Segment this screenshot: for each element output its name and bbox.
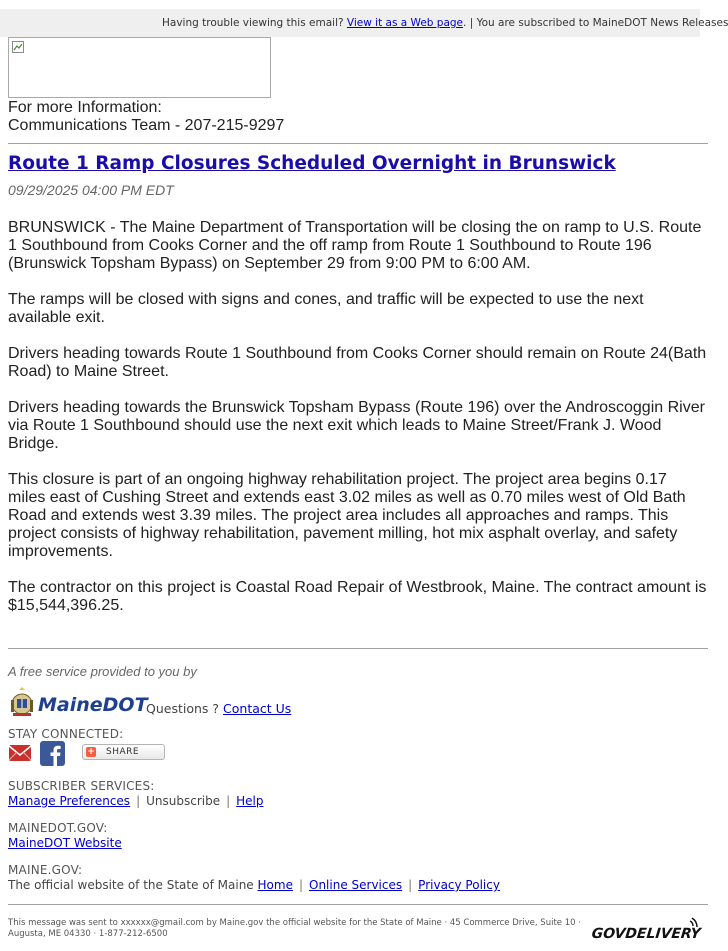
article-paragraph: Drivers heading towards the Brunswick Topsham Bypass (Route 196) over the Androscoggin River via Route 1 Southbound should use the next exit which leads to Maine Street/Frank J. Wood Bridge.: [8, 399, 705, 452]
separator: |: [408, 878, 413, 892]
help-link[interactable]: Help: [236, 794, 264, 808]
article-paragraph: BRUNSWICK - The Maine Department of Transportation will be closing the on ramp to U.S. Route 1 Southbound from Cooks Corner and the off ramp from Route 1 Southbound to Route 196 (Brunswick Topsham Bypass) on September 29 from 9:00 PM to 6:00 AM.: [8, 219, 702, 272]
article-paragraph: Drivers heading towards Route 1 Southbound from Cooks Corner should remain on Route 24(Bath Road) to Maine Street.: [8, 345, 707, 380]
unsubscribe-text[interactable]: Unsubscribe: [146, 794, 221, 808]
article-title-link[interactable]: Route 1 Ramp Closures Scheduled Overnight in Brunswick: [8, 153, 616, 174]
mainedot-gov-links: [8, 836, 122, 850]
subscribed-text: | You are subscribed to MaineDOT News Releases: [466, 17, 728, 29]
share-button[interactable]: [82, 744, 165, 760]
questions-label: Questions ?: [146, 701, 224, 716]
maine-seal-icon: [8, 686, 148, 720]
header-text: [162, 17, 728, 29]
mainedot-logo-text: MaineDOT: [38, 694, 148, 716]
article-paragraph: The contractor on this project is Coastal Road Repair of Westbrook, Maine. The contract amount is $15,544,396.25.: [8, 579, 707, 614]
separator: |: [298, 878, 303, 892]
mainedot-logo[interactable]: [8, 686, 148, 720]
online-services-link[interactable]: Online Services: [309, 878, 403, 892]
subscriber-services-label: SUBSCRIBER SERVICES:: [8, 779, 155, 793]
free-service-note: A free service provided to you by: [8, 664, 197, 679]
subscriber-services-links: [8, 794, 264, 808]
header-image: [8, 37, 271, 98]
article-date: 09/29/2025 04:00 PM EDT: [8, 182, 174, 198]
govdelivery-text: GOVDELIVERY: [590, 926, 702, 942]
contact-us-link[interactable]: Contact Us: [223, 701, 292, 716]
manage-preferences-link[interactable]: Manage Preferences: [8, 794, 131, 808]
divider: [8, 143, 708, 144]
view-as-webpage-link[interactable]: View it as a Web page: [346, 17, 464, 29]
mainedot-website-link[interactable]: MaineDOT Website: [8, 836, 122, 850]
legal-footer: This message was sent to xxxxxx@gmail.com by Maine.gov the official website for the State of Maine · 45 Commerce Drive, Suite 10 · Augusta, ME 04330 · 1-877-212-6500: [8, 918, 581, 939]
plus-icon: +: [87, 747, 95, 757]
questions-line: [146, 701, 291, 716]
article-paragraph: This closure is part of an ongoing highway rehabilitation project. The project area begins 0.17 miles east of Cushing Street and extends east 3.02 miles as well as 0.70 miles west of Old Bath Road and extends west 3.39 miles. The project area includes all approaches and ramps. This project consists of highway rehabilitation, pavement milling, hot mix asphalt overlay, and safety improvements.: [8, 471, 686, 560]
separator: |: [226, 794, 231, 808]
privacy-policy-link[interactable]: Privacy Policy: [418, 878, 500, 892]
govdelivery-logo[interactable]: [592, 912, 700, 946]
email-icon[interactable]: [8, 741, 32, 765]
communications-team: Communications Team - 207-215-9297: [8, 117, 285, 134]
separator: |: [136, 794, 141, 808]
period-text: .: [463, 17, 467, 29]
trouble-viewing-text: Having trouble viewing this email?: [162, 17, 347, 29]
official-website-text: The official website of the State of Maine: [8, 878, 258, 892]
contact-info: [8, 99, 284, 135]
stay-connected-label: STAY CONNECTED:: [8, 727, 124, 741]
maine-gov-label: MAINE.GOV:: [8, 863, 83, 877]
facebook-icon[interactable]: [40, 741, 65, 766]
email-header-bar: [0, 9, 728, 37]
article-body: [8, 219, 708, 633]
broken-image-icon: [12, 41, 24, 53]
article-paragraph: The ramps will be closed with signs and cones, and traffic will be expected to use the next available exit.: [8, 291, 644, 326]
home-link[interactable]: Home: [257, 878, 293, 892]
mainedot-gov-label: MAINEDOT.GOV:: [8, 821, 108, 835]
share-label: SHARE: [106, 747, 140, 757]
more-info-label: For more Information:: [8, 99, 162, 116]
divider: [8, 904, 708, 905]
divider: [8, 648, 708, 649]
maine-gov-links: [8, 878, 500, 892]
